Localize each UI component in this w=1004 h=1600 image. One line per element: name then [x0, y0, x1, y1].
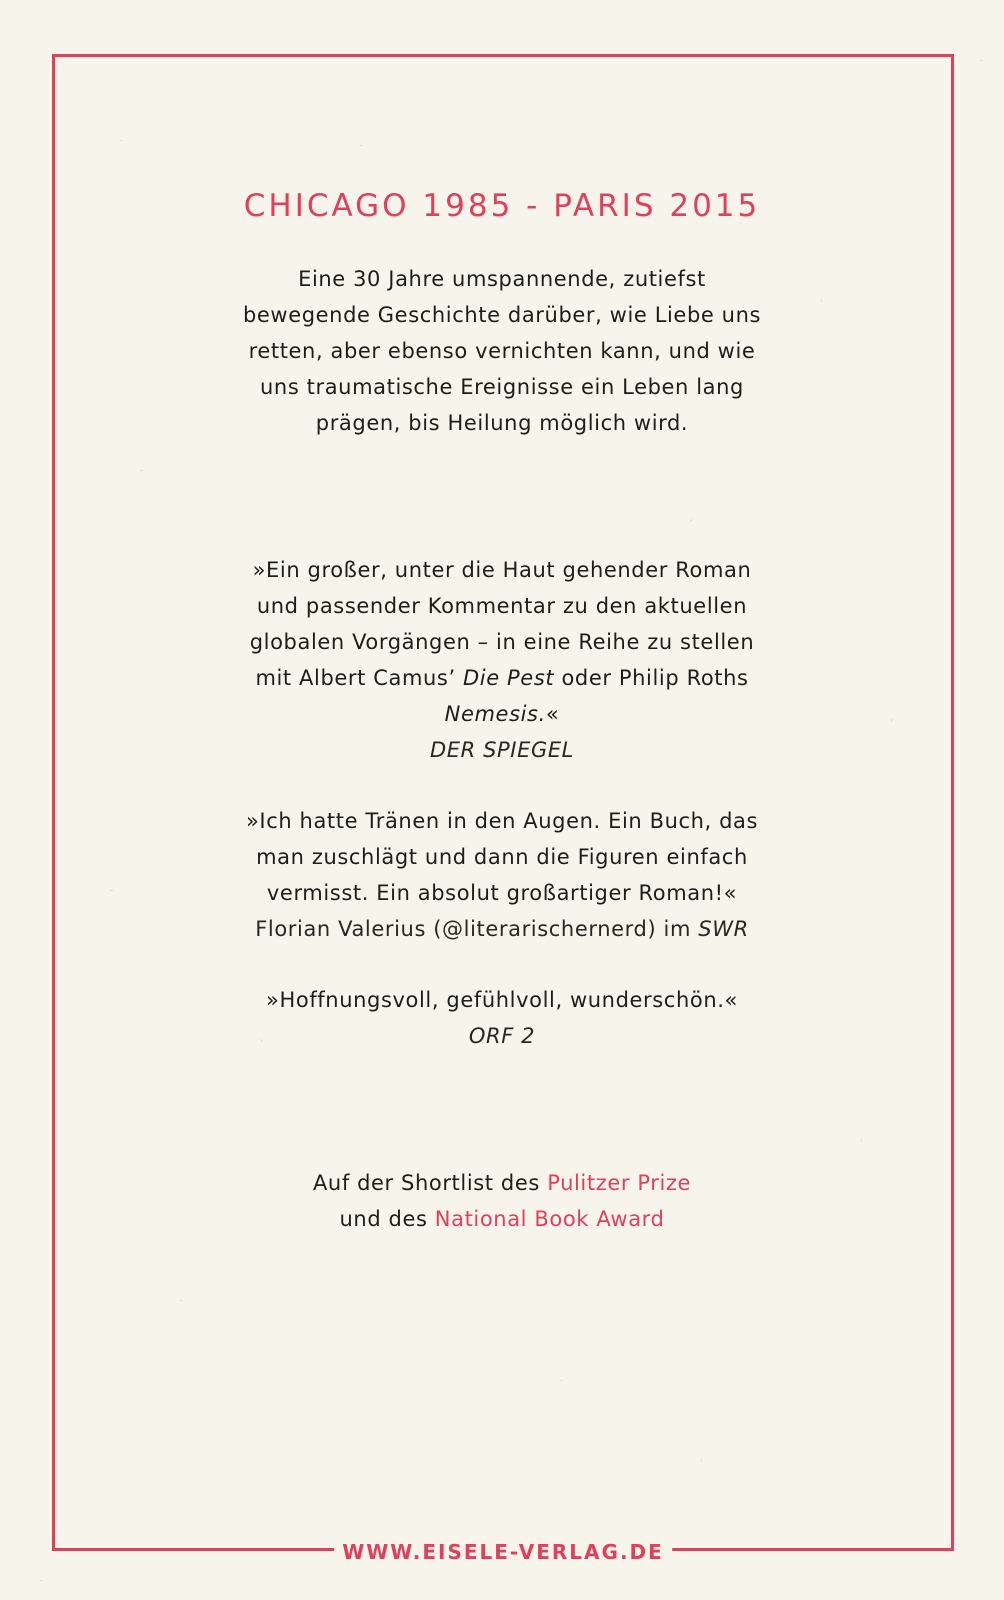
quote-source-name: Florian Valerius (@literarischernerd) im: [255, 917, 699, 941]
award-line: Auf der Shortlist des: [312, 1171, 548, 1195]
quote-line: vermisst. Ein absolut großartiger Roman!«: [266, 881, 738, 905]
quote-line: »Ein großer, unter die Haut gehender Roman: [252, 558, 752, 582]
review-quote-swr: [192, 803, 812, 947]
quote-line: man zuschlägt und dann die Figuren einfach: [256, 845, 748, 869]
quote-source: DER SPIEGEL: [429, 738, 574, 762]
publisher-url: WWW.EISELE-VERLAG.DE: [334, 1540, 672, 1564]
award-line: und des: [339, 1207, 435, 1231]
quote-line: mit Albert Camus’: [255, 666, 464, 690]
quote-line: »Hoffnungsvoll, gefühlvoll, wunderschön.«: [266, 988, 738, 1012]
quote-line: oder Philip Roths: [554, 666, 749, 690]
headline: CHICAGO 1985 - PARIS 2015: [243, 188, 761, 224]
award-shortlist: [192, 1165, 812, 1237]
intro-blurb: [192, 261, 812, 441]
book-title-nemesis: Nemesis.: [444, 702, 546, 726]
quote-close: «: [545, 702, 560, 726]
review-quote-orf: [192, 982, 812, 1054]
quote-source-outlet: SWR: [698, 917, 749, 941]
intro-line: uns traumatische Ereignisse ein Leben lang: [260, 375, 744, 399]
award-pulitzer: Pulitzer Prize: [547, 1171, 692, 1195]
quote-line: »Ich hatte Tränen in den Augen. Ein Buch, das: [245, 809, 759, 833]
quote-line: und passender Kommentar zu den aktuellen: [256, 594, 748, 618]
intro-line: prägen, bis Heilung möglich wird.: [315, 411, 689, 435]
intro-line: bewegende Geschichte darüber, wie Liebe uns: [242, 303, 762, 327]
quote-source: ORF 2: [468, 1024, 536, 1048]
book-title-die-pest: Die Pest: [463, 666, 555, 690]
quote-source: [192, 911, 812, 947]
intro-line: retten, aber ebenso vernichten kann, und wie: [248, 339, 756, 363]
quote-line: globalen Vorgängen – in eine Reihe zu stellen: [249, 630, 755, 654]
award-national-book: National Book Award: [434, 1207, 665, 1231]
intro-line: Eine 30 Jahre umspannende, zutiefst: [298, 267, 706, 291]
review-quote-spiegel: [192, 552, 812, 768]
